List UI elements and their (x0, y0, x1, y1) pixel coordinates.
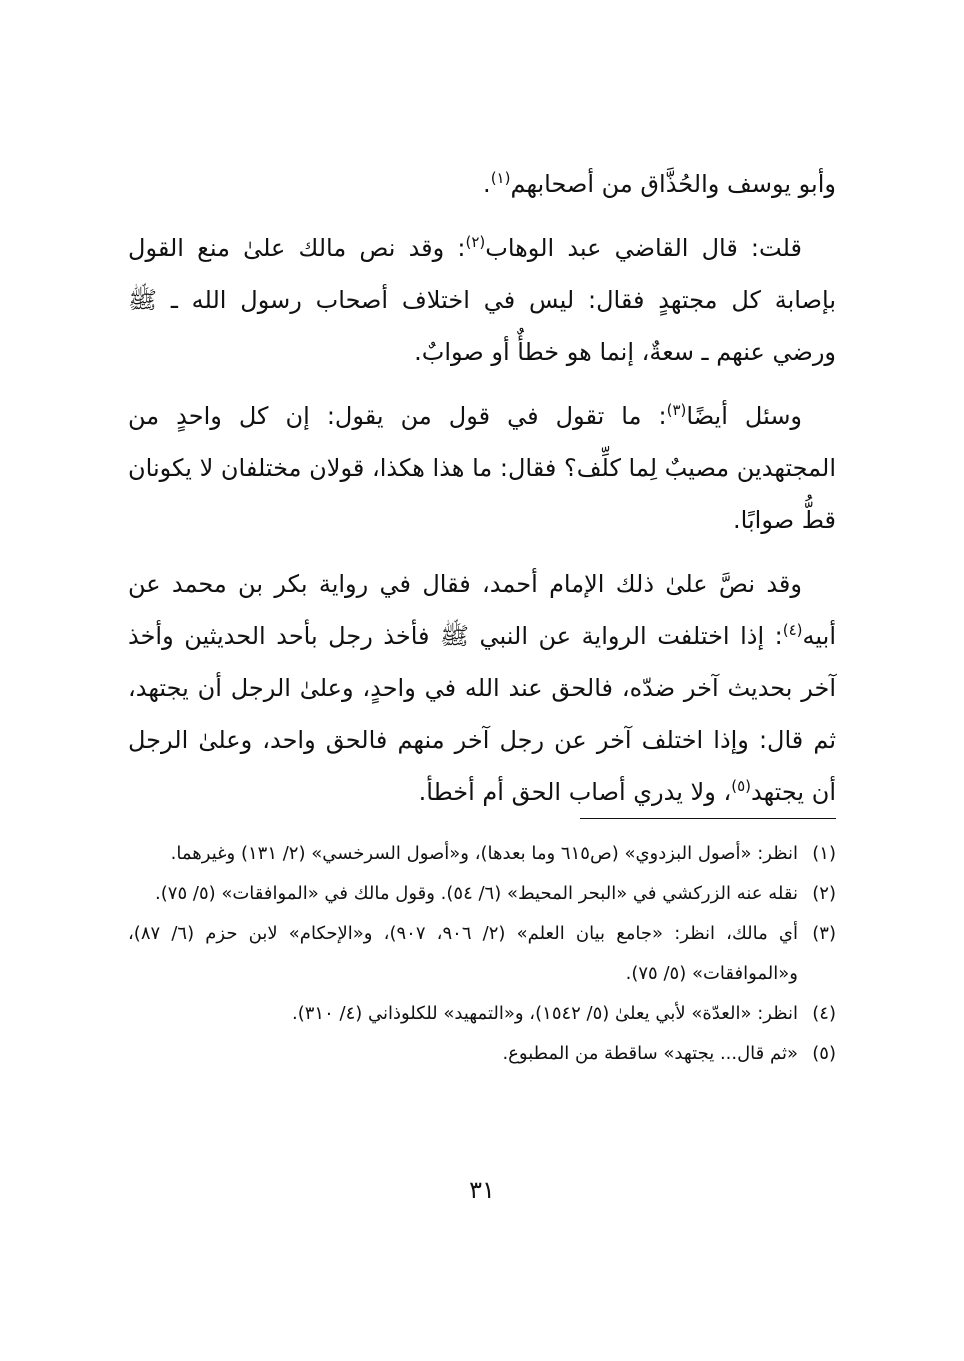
page-number: ٣١ (469, 1176, 495, 1204)
paragraph-text: ، ولا يدري أصاب الحق أم أخطأ. (418, 778, 732, 806)
footnote-number: (٤) (812, 1003, 836, 1024)
paragraph-text: : وقد نص مالك علىٰ منع القول بإصابة كل مجتهدٍ فقال: ليس في اختلاف أصحاب رسول الله ـ ﷺ ورضي عنهم ـ سعةٌ، إنما هو خطأٌ أو صوابٌ. (128, 234, 836, 366)
footnote-reference: (١) (490, 169, 511, 187)
footnote-number: (٥) (812, 1043, 836, 1064)
footnote-reference: (٥) (731, 777, 751, 795)
footnote-number: (١) (812, 843, 836, 864)
footnote-text: انظر: «أصول البزدوي» (ص٦١٥ وما بعدها)، و«أصول السرخسي» (٢/ ١٣١) وغيرهما. (170, 843, 798, 864)
paragraph-1 (128, 158, 836, 210)
footnote-reference: (٤) (782, 621, 803, 639)
footnote-separator (580, 818, 836, 819)
footnote-text: «ثم قال... يجتهد» ساقطة من المطبوع. (502, 1043, 798, 1064)
footnote-text: انظر: «العدّة» لأبي يعلىٰ (٥/ ١٥٤٢)، و«التمهيد» للكلوذاني (٤/ ٣١٠). (292, 1003, 798, 1024)
paragraph-text: : ما تقول في قول من يقول: إن كل واحدٍ من المجتهدين مصيبٌ لِما كلِّف؟ فقال: ما هذا هكذا، قولان مختلفان لا يكونان قطُّ صوابًا. (128, 402, 836, 534)
paragraph-3 (128, 390, 836, 546)
paragraph-text: : إذا اختلفت الرواية عن النبي ﷺ فأخذ رجل بأحد الحديثين وأخذ آخر بحديث آخر ضدّه، فالحق عند الله في واحدٍ، وعلىٰ الرجل أن يجتهد، ثم قال: وإذا اختلف آخر عن رجل آخر منهم فالحق واحد، وعلىٰ الرجل أن يجتهد (128, 622, 836, 806)
footnote-text: نقله عنه الزركشي في «البحر المحيط» (٦/ ٥٤). وقول مالك في «الموافقات» (٥/ ٧٥). (155, 883, 798, 904)
footnote-3 (128, 914, 836, 994)
footnote-2 (128, 874, 836, 914)
paragraph-text: وسئل أيضًا (686, 402, 803, 430)
footnote-reference: (٢) (465, 233, 486, 251)
footnote-number: (٣) (812, 923, 836, 944)
paragraph-text: وأبو يوسف والحُذَّاق من أصحابهم (510, 170, 836, 198)
footnotes (128, 834, 836, 1074)
paragraph-text: وقد نصَّ علىٰ ذلك الإمام أحمد، فقال في رواية بكر بن محمد عن أبيه (128, 570, 836, 650)
paragraph-4 (128, 558, 836, 818)
footnote-number: (٢) (812, 883, 836, 904)
main-text (128, 158, 836, 830)
footnote-reference: (٣) (666, 401, 687, 419)
paragraph-text: . (483, 170, 491, 198)
footnote-1 (128, 834, 836, 874)
paragraph-2 (128, 222, 836, 378)
footnote-text: أي مالك، انظر: «جامع بيان العلم» (٢/ ٩٠٦، ٩٠٧)، و«الإحكام» لابن حزم (٦/ ٨٧)، و«الموافقات» (٥/ ٧٥). (128, 923, 798, 984)
footnote-4 (128, 994, 836, 1034)
footnote-5 (128, 1034, 836, 1074)
paragraph-text: قلت: قال القاضي عبد الوهاب (485, 234, 802, 262)
